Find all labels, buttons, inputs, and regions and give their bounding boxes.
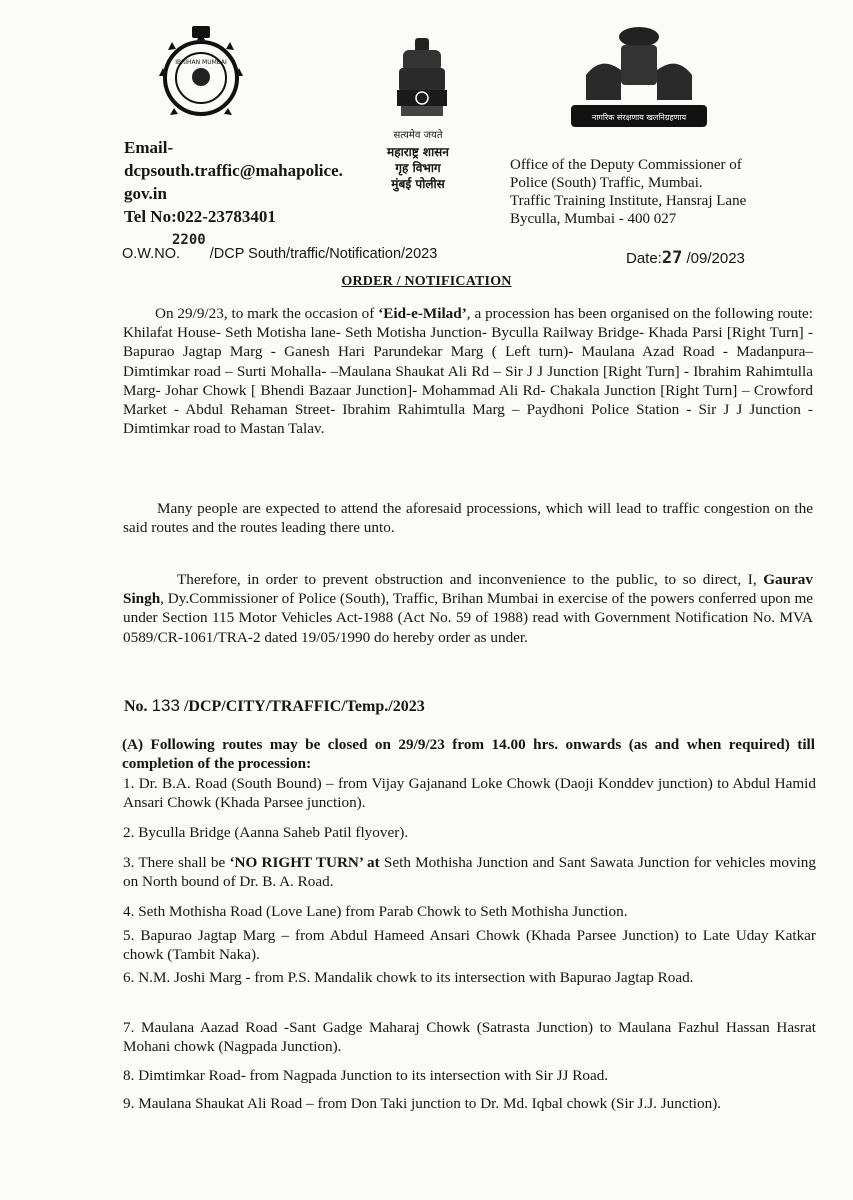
item3-text-rest: Seth Mothisha Junction and Sant Sawata Junction for vehicles moving on North bound of Dr. B. A. Road. <box>123 854 816 891</box>
office-line-2: Police (South) Traffic, Mumbai. <box>510 175 703 191</box>
closed-route-item-8: 8. Dimtimkar Road- from Nagpada Junction to its intersection with Sir JJ Road. <box>123 1067 609 1084</box>
occasion-name: ‘Eid-e-Milad’ <box>378 305 467 322</box>
outward-number <box>122 232 438 262</box>
email-user: dcpsouth.traffic@mahapolice. <box>124 161 343 180</box>
svg-text:IBRIHAN MUMBAI: IBRIHAN MUMBAI <box>175 59 227 66</box>
para3-text-rest: , Dy.Commissioner of Police (South), Traffic, Brihan Mumbai in exercise of the powers conferred upon me under Section 115 Motor Vehicles Act-1988 (Act No. 59 of 1988) read with Government Notification No. MVA 0589/CR-1061/TRA-2 dated 19/05/1990 do hereby order as under. <box>123 590 813 646</box>
no-right-turn-text: ‘NO RIGHT TURN’ at <box>229 854 380 871</box>
mumbai-police-crest-logo <box>566 15 712 135</box>
closed-route-item-1: 1. Dr. B.A. Road (South Bound) – from Vijay Gajanand Loke Chowk (Daoji Konddev junction) to Abdul Hamid Ansari Chowk (Khada Parsee junction). <box>123 775 816 812</box>
document-date <box>626 248 745 268</box>
order-number <box>124 696 425 716</box>
office-line-3: Traffic Training Institute, Hansraj Lane <box>510 193 747 209</box>
office-line-4: Byculla, Mumbai - 400 027 <box>510 211 677 227</box>
email-domain: gov.in <box>124 184 167 203</box>
section-a-heading: (A) Following routes may be closed on 29/9/23 from 14.00 hrs. onwards (as and when required) till completion of the procession: <box>122 736 815 772</box>
hindi-line-2: गृह विभाग <box>395 161 441 175</box>
officer-name: Gaurav Singh <box>123 571 813 608</box>
ow-prefix: O.W.NO. <box>122 246 180 262</box>
paragraph-procession-route <box>123 304 813 438</box>
closed-route-item-5: 5. Bapurao Jagtap Marg – from Abdul Hameed Ansari Chowk (Khada Parsee Junction) to Late Uday Katkar chowk (Tambit Naka). <box>123 927 816 964</box>
hindi-line-1: महाराष्ट्र शासन <box>387 145 449 159</box>
order-no-suffix: /DCP/CITY/TRAFFIC/Temp./2023 <box>179 698 425 715</box>
hindi-header <box>358 128 478 192</box>
hindi-line-3: मुंबई पोलीस <box>391 177 445 191</box>
ow-handwritten-number: 2200 <box>172 232 206 248</box>
paragraph-authority <box>123 570 813 647</box>
office-line-1: Office of the Deputy Commissioner of <box>510 157 742 173</box>
para3-text-start: Therefore, in order to prevent obstruction and inconvenience to the public, to so direct, I, <box>177 571 764 588</box>
order-no-value: 133 <box>151 696 180 715</box>
svg-text:नागरिक संरक्षणाय खलनिग्रहणाय: नागरिक संरक्षणाय खलनिग्रहणाय <box>591 113 687 122</box>
closed-route-item-3 <box>123 853 816 891</box>
national-emblem-logo <box>383 30 461 130</box>
closed-route-item-6: 6. N.M. Joshi Marg - from P.S. Mandalik chowk to its intersection with Bapurao Jagtap Road. <box>123 969 694 986</box>
hindi-motto: सत्यमेव जयते <box>393 130 443 141</box>
para1-text-rest: , a procession has been organised on the following route: Khilafat House- Seth Motisha lane- Seth Motisha Junction- Byculla Railway Bridge- Khada Parsi [Right Turn] - Bapurao Jagtap Marg - Ganesh Hari Parundekar Marg ( Left turn)- Maulana Azad Road - Madanpura– Dimtimkar road – Surti Mohalla- –Maulana Shaukat Ali Rd – Sir J J Junction [Right Turn] - Ibrahim Rahimtulla Marg- Johar Chowk [ Bhendi Bazaar Junction]- Mohammad Ali Rd- Chakala Junction [Right Turn] – Crowford Market - Abdul Rehaman Street- Ibrahim Rahimtulla Marg – Paydhoni Police Station - Sir J J Junction - Dimtimkar road to Mastan Talav. <box>123 305 814 438</box>
office-address <box>510 156 815 228</box>
email-label: Email- <box>124 138 174 157</box>
order-no-prefix: No. <box>124 698 152 715</box>
ow-suffix: /DCP South/traffic/Notification/2023 <box>205 246 438 262</box>
closed-route-item-9: 9. Maulana Shaukat Ali Road – from Don Taki junction to Dr. Md. Iqbal chowk (Sir J.J. Junction). <box>123 1095 722 1112</box>
contact-block <box>124 136 374 228</box>
telephone: Tel No:022-23783401 <box>124 207 276 226</box>
closed-route-item-2: 2. Byculla Bridge (Aanna Saheb Patil flyover). <box>123 824 409 841</box>
order-title: ORDER / NOTIFICATION <box>341 274 512 289</box>
date-prefix: Date: <box>626 250 662 267</box>
date-suffix: /09/2023 <box>682 250 745 267</box>
date-day-handwritten: 27 <box>661 248 683 268</box>
closed-route-item-7: 7. Maulana Aazad Road -Sant Gadge Maharaj Chowk (Satrasta Junction) to Maulana Fazhul Hassan Hasrat Mohani chowk (Nagpada Junction). <box>123 1019 816 1056</box>
mumbai-police-seal-logo <box>150 20 252 122</box>
paragraph-congestion: Many people are expected to attend the aforesaid processions, which will lead to traffic congestion on the said routes and the routes leading there unto. <box>123 500 813 537</box>
item3-text-start: 3. There shall be <box>123 854 230 871</box>
para1-text-start: On 29/9/23, to mark the occasion of <box>155 305 379 322</box>
closed-route-item-4: 4. Seth Mothisha Road (Love Lane) from Parab Chowk to Seth Mothisha Junction. <box>123 903 628 920</box>
